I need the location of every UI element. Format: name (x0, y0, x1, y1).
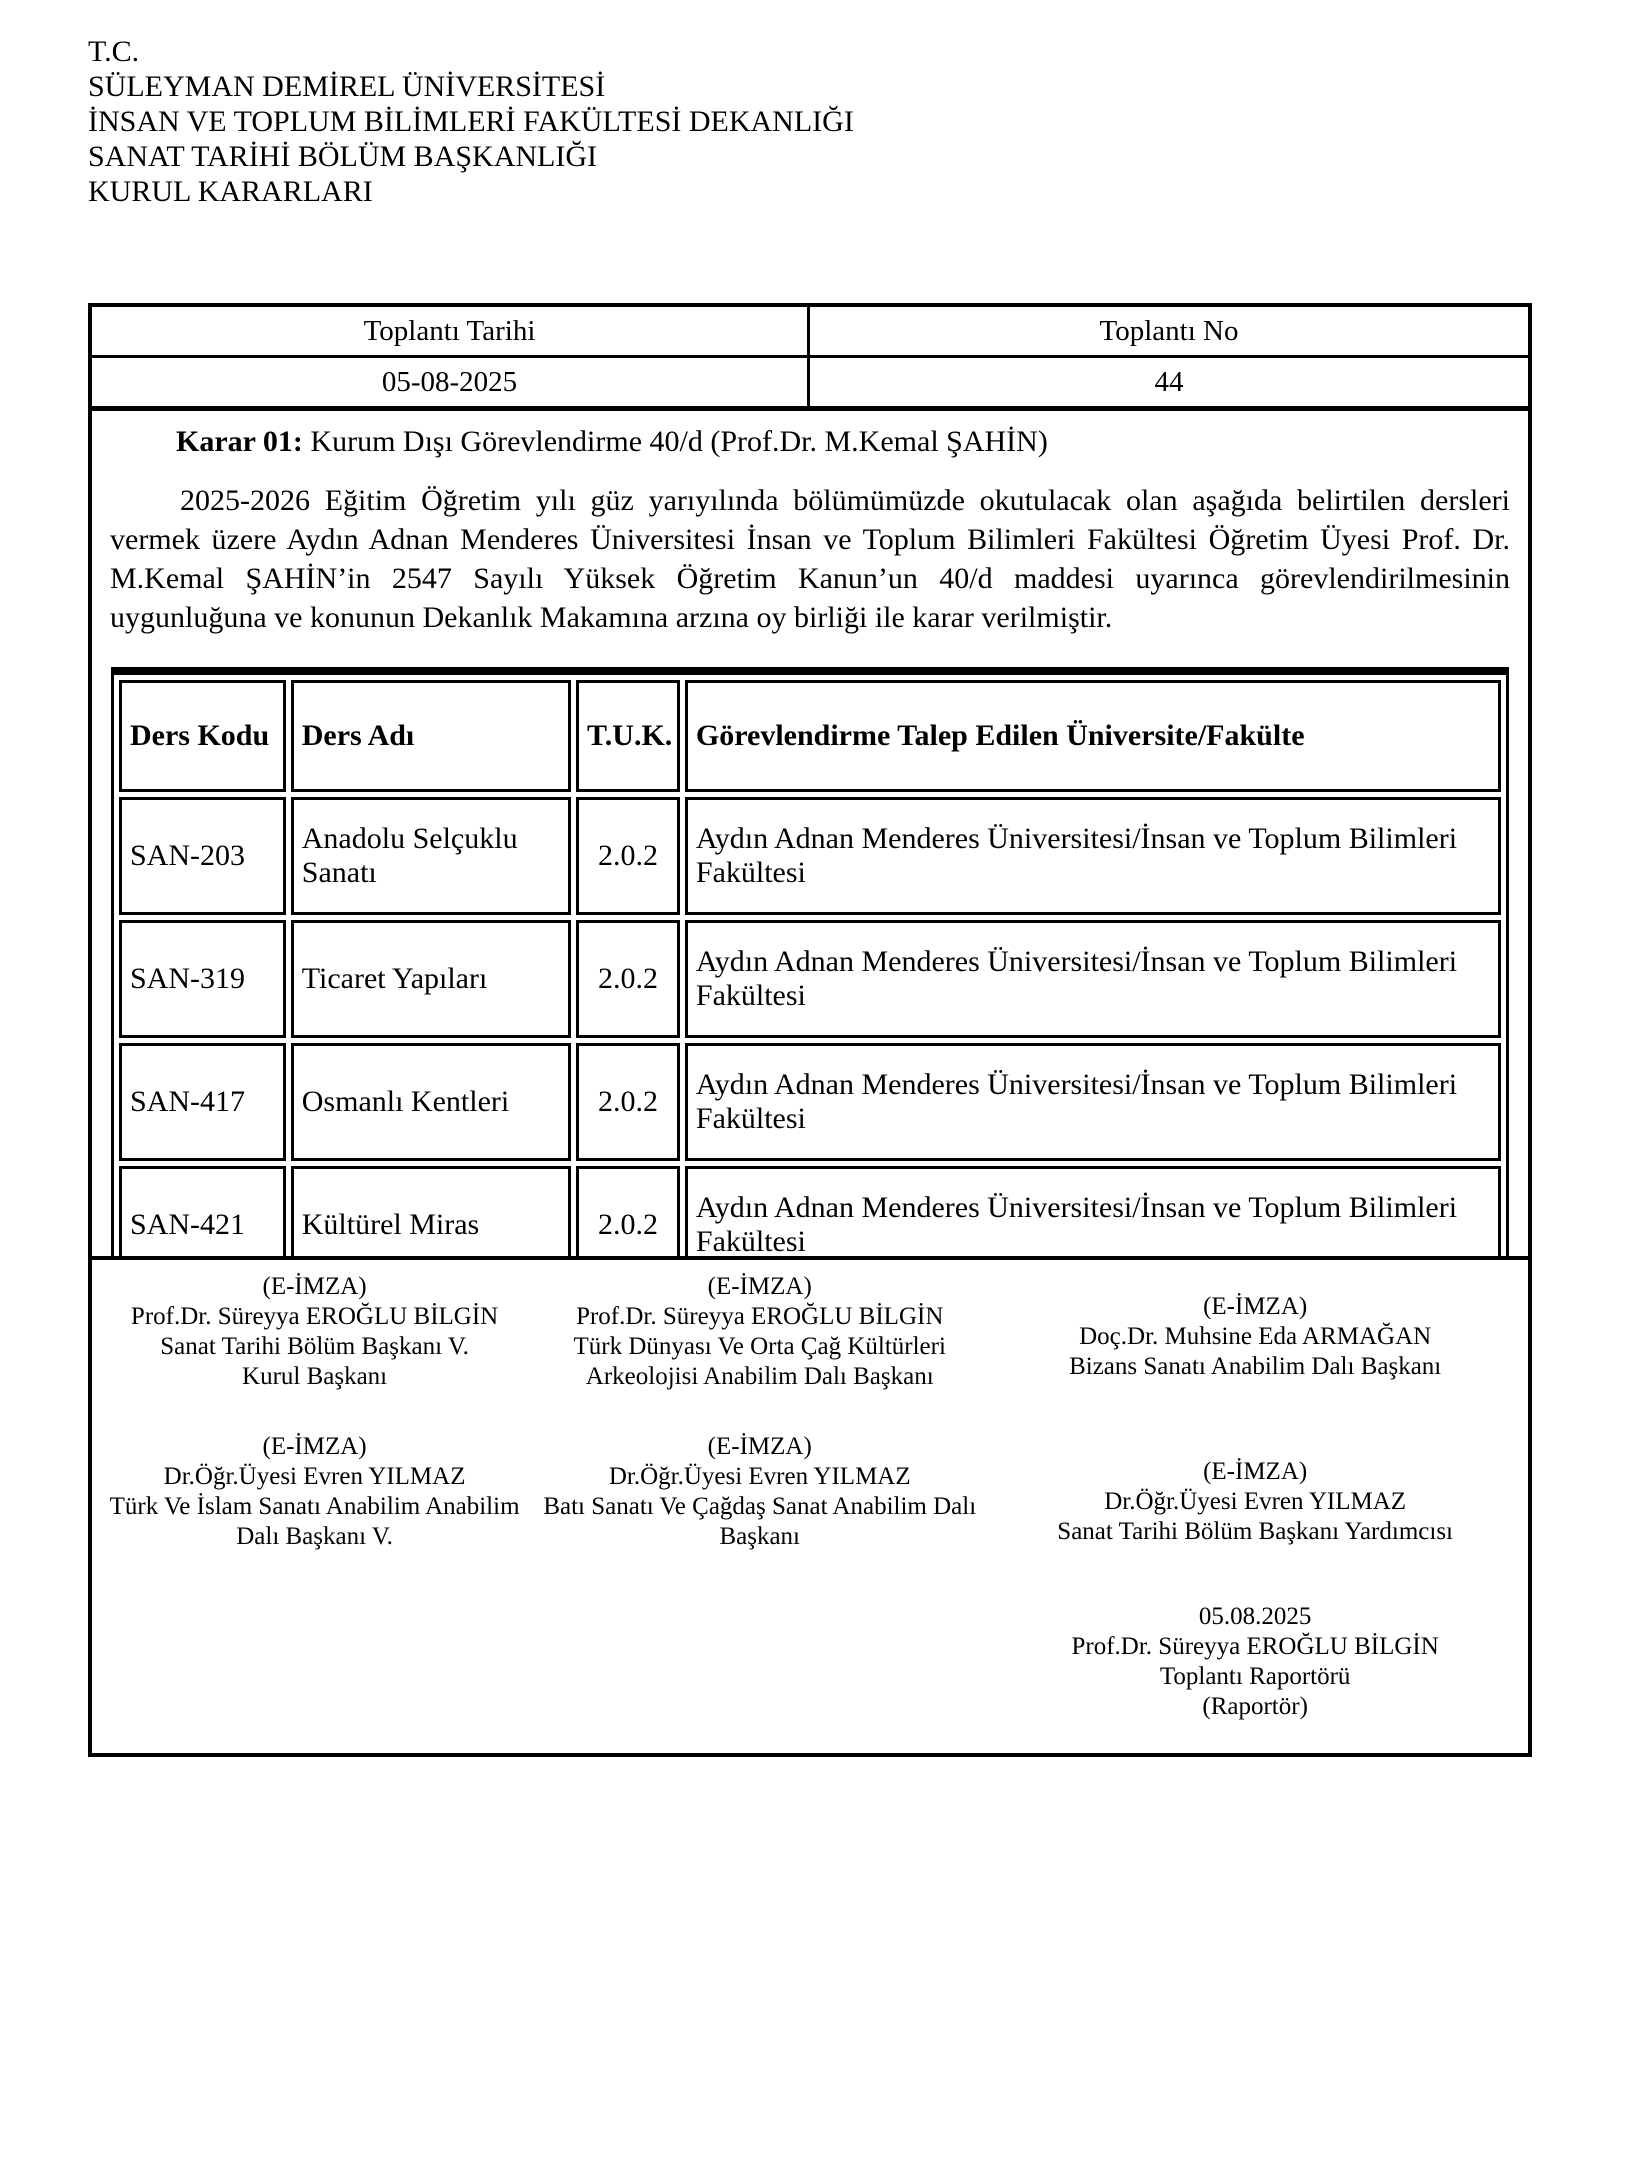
signer-name: Doç.Dr. Muhsine Eda ARMAĞAN (1079, 1323, 1432, 1350)
signature-block-baskan-yardimcisi (982, 1432, 1528, 1602)
course-name: Anadolu Selçuklu Sanatı (291, 797, 571, 915)
course-code: SAN-421 (119, 1166, 286, 1256)
signer-title: Kurul Başkanı (242, 1363, 388, 1390)
meeting-no-value: 44 (1154, 366, 1184, 398)
eimza-label: (E-İMZA) (262, 1433, 367, 1460)
course-code: SAN-417 (119, 1043, 286, 1161)
course-tuk: 2.0.2 (576, 920, 680, 1038)
eimza-label: (E-İMZA) (1203, 1458, 1308, 1485)
decision-content-cell (92, 411, 1528, 1256)
decision-table (88, 303, 1532, 1757)
signer-title: Sanat Tarihi Bölüm Başkanı Yardımcısı (1057, 1518, 1453, 1545)
signature-block-turk-dunyasi (537, 1272, 982, 1432)
signer-title: Türk Ve İslam Sanatı Anabilim Anabilim (109, 1493, 520, 1520)
meeting-date-value: 05-08-2025 (92, 358, 810, 406)
decision-body-paragraph: 2025-2026 Eğitim Öğretim yılı güz yarıyılında bölümümüzde okutulacak olan aşağıda belirtilen dersleri vermek üzere Aydın Adnan Menderes Üniversitesi İnsan ve Toplum Bilimleri Fakültesi Öğretim Üyesi Prof. Dr. M.Kemal ŞAHİN’in 2547 Sayılı Yüksek Öğretim Kanun’un 40/d maddesi uyarınca görevlendirilmesinin uygunluğuna ve konunun Dekanlık Makamına arzına oy birliği ile karar verilmiştir. (110, 484, 1510, 634)
courses-header-name: Ders Adı (291, 680, 571, 792)
courses-header-code: Ders Kodu (119, 680, 286, 792)
course-code: SAN-203 (119, 797, 286, 915)
signer-title: (Raportör) (1202, 1693, 1308, 1720)
raportor-date: 05.08.2025 (1198, 1603, 1312, 1630)
letterhead-line-university: SÜLEYMAN DEMİREL ÜNİVERSİTESİ (88, 70, 606, 103)
meeting-no-label: Toplantı No (1099, 315, 1239, 347)
signature-block-raportor (982, 1602, 1528, 1753)
signer-title: Bizans Sanatı Anabilim Dalı Başkanı (1069, 1353, 1442, 1380)
signature-area (92, 1256, 1528, 1753)
course-code: SAN-319 (119, 920, 286, 1038)
signer-title: Batı Sanatı Ve Çağdaş Sanat Anabilim Dalı (543, 1493, 977, 1520)
course-faculty: Aydın Adnan Menderes Üniversitesi/İnsan ve Toplum Bilimleri Fakültesi (685, 1043, 1501, 1161)
signer-name: Prof.Dr. Süreyya EROĞLU BİLGİN (1071, 1633, 1439, 1660)
letterhead-line-doc-type: KURUL KARARLARI (88, 175, 373, 208)
course-name: Osmanlı Kentleri (291, 1043, 571, 1161)
course-tuk: 2.0.2 (576, 1166, 680, 1256)
signer-title: Arkeolojisi Anabilim Dalı Başkanı (585, 1363, 934, 1390)
table-row (119, 920, 1501, 1038)
course-faculty: Aydın Adnan Menderes Üniversitesi/İnsan ve Toplum Bilimleri Fakültesi (685, 797, 1501, 915)
letterhead-line-faculty: İNSAN VE TOPLUM BİLİMLERİ FAKÜLTESİ DEKANLIĞI (88, 105, 854, 138)
letterhead-line-tc: T.C. (88, 35, 140, 68)
eimza-label: (E-İMZA) (262, 1273, 367, 1300)
signer-name: Dr.Öğr.Üyesi Evren YILMAZ (1104, 1488, 1407, 1515)
courses-header-faculty: Görevlendirme Talep Edilen Üniversite/Fakülte (685, 680, 1501, 792)
signature-block-bati-sanati (537, 1432, 982, 1602)
signature-block-turk-islam-sanati (92, 1432, 537, 1602)
signer-name: Prof.Dr. Süreyya EROĞLU BİLGİN (576, 1303, 944, 1330)
signer-name: Dr.Öğr.Üyesi Evren YILMAZ (608, 1463, 911, 1490)
course-name: Ticaret Yapıları (291, 920, 571, 1038)
decision-label: Karar 01: (176, 425, 303, 458)
letterhead (88, 34, 854, 209)
course-faculty: Aydın Adnan Menderes Üniversitesi/İnsan ve Toplum Bilimleri Fakültesi (685, 920, 1501, 1038)
signature-block-bizans-sanati (982, 1272, 1528, 1432)
signature-block-kurul-baskani (92, 1272, 537, 1432)
course-tuk: 2.0.2 (576, 797, 680, 915)
signer-title: Türk Dünyası Ve Orta Çağ Kültürleri (573, 1333, 946, 1360)
signer-name: Prof.Dr. Süreyya EROĞLU BİLGİN (130, 1303, 499, 1330)
signer-name: Dr.Öğr.Üyesi Evren YILMAZ (163, 1463, 466, 1490)
eimza-label: (E-İMZA) (707, 1433, 812, 1460)
signer-title: Toplantı Raportörü (1159, 1663, 1351, 1690)
courses-header-tuk: T.U.K. (576, 680, 680, 792)
table-row (119, 1043, 1501, 1161)
table-row (119, 797, 1501, 915)
course-faculty: Aydın Adnan Menderes Üniversitesi/İnsan ve Toplum Bilimleri Fakültesi (685, 1166, 1501, 1256)
signer-title: Dalı Başkanı V. (236, 1523, 393, 1550)
course-name: Kültürel Miras (291, 1166, 571, 1256)
eimza-label: (E-İMZA) (1203, 1293, 1308, 1320)
table-row (119, 1166, 1501, 1256)
decision-title: Kurum Dışı Görevlendirme 40/d (Prof.Dr. M.Kemal ŞAHİN) (302, 425, 1048, 458)
courses-header-row (119, 680, 1501, 792)
courses-table (111, 667, 1509, 1256)
meeting-date-label: Toplantı Tarihi (92, 307, 810, 355)
meeting-header-row (92, 307, 1528, 358)
signer-title: Başkanı (719, 1523, 800, 1550)
course-tuk: 2.0.2 (576, 1043, 680, 1161)
meeting-value-row (92, 358, 1528, 411)
signer-title: Sanat Tarihi Bölüm Başkanı V. (160, 1333, 469, 1360)
letterhead-line-department: SANAT TARİHİ BÖLÜM BAŞKANLIĞI (88, 140, 598, 173)
eimza-label: (E-İMZA) (707, 1273, 812, 1300)
decision-title-line (108, 425, 1512, 459)
